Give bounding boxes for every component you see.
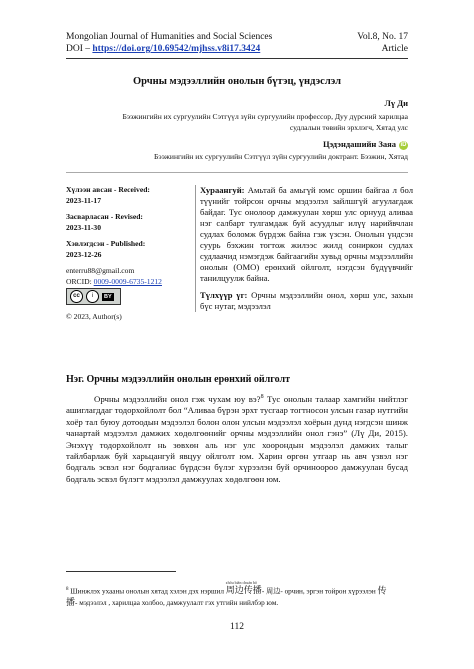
received-date: 2023-11-17 (66, 195, 102, 205)
doi-label: DOI – (66, 44, 93, 54)
abstract-label: Хураангуй: (200, 185, 245, 195)
page-number: 112 (230, 622, 244, 632)
abstract (200, 185, 413, 284)
author-email[interactable]: enterru88@gmail.com (66, 266, 135, 275)
orcid-label: ORCID: (66, 276, 94, 286)
body-text-rest: Тус онолын талаар хамгийн нийтлэг ашиглагддаг тодорхойлолт бол “Аливаа бүрэн эрхт тусгаар тогтносон улсын газар нутгийн хоёр тал буюу дотоодын мэдээлэл болон олон улсын мэдээлэл хоёрын дунд нэгдсэн шинж чанартай мэдээлэл дамжих хөдөлгөөнийг орчны мэдээллийн онол гэнэ” (Лү Ди, 2015). Энэхүү тодорхойлолт нь зөвхөн аль нэг улс хоорондын мэдээлэл дамжих талыг тайлбарлаж буй харьцангуй явцуу ойлголт юм. Харин өргөн утгаар нь авч үзвэл нэг бодгаль эсвэл нэг бодгалиас бүрдсэн бүлэг хүрээлэн буй орчиноороо дамжуулан бусад бодгаль эсвэл бүлэгт мэдээлэл дамжуулах хөдөлгөөн юм. (66, 393, 408, 484)
author-1-affiliation (108, 111, 408, 133)
paper-title: Орчны мэдээллийн онолын бүтэц, үндэслэл (133, 76, 341, 87)
orcid-link[interactable]: 0009-0009-6735-1212 (93, 276, 162, 286)
running-header-left (66, 31, 272, 55)
footnote-pinyin: zhōu biān chuán bō (225, 580, 258, 586)
body-text-start: Орчны мэдээллийн онол гэж чухам юу вэ? (94, 393, 261, 404)
body-paragraph (66, 392, 408, 485)
abstract-text: Амьтай ба амьгүй юмс оршин байгаа л бол түүнийг тойрсон орчны мэдээлэл зайлшгүй агуулагдаж байдаг. Тус онолоор дамжуулан хөрш улс орнууд аливаа нэг салбарт тулгамдаж буй асуудлыг илүү нарийвчлан судлах боломж бүрдэж байна гэж үзсэн. Онолын үндсэн суурь бэхжин тогтож жилээс жилд сониркон судлах судлаачид нэмэгдэж байгаагийн хувьд орчны мэдээллийн онолын (ОМО) ерөнхий ойлголт, нэгдсэн бүдүүвчийг танилцуулж байна. (200, 185, 413, 283)
cc-icon: cc (70, 290, 83, 303)
footnote-text-end: - мэдээлэл , харилцаа холбоо, дамжуулалт гэх утгийн нийлбэр юм. (75, 599, 279, 608)
copyright-notice: © 2023, Author(s) (66, 312, 122, 321)
header-rule (66, 58, 408, 59)
section-heading: Нэг. Орчны мэдээллийн онолын ерөнхий ойлголт (66, 374, 290, 385)
article-type: Article (381, 44, 408, 54)
footnote-chinese-term (225, 580, 262, 597)
footnote-line2 (66, 597, 408, 609)
footnote-text-start: Шинжлэх ухааны онолын хятад хэлэн дэх нэршил (68, 587, 226, 596)
attribution-icon: i (86, 290, 99, 303)
published-label: Хэвлэгдсэн - Published: (66, 239, 146, 248)
revised-date: 2023-11-30 (66, 222, 102, 232)
abstract-block (195, 185, 413, 312)
footnote (66, 580, 408, 609)
footnote-line1 (66, 580, 408, 597)
orcid-icon[interactable]: iD (400, 142, 407, 148)
doi-line (66, 43, 272, 55)
orcid-line (66, 277, 186, 288)
doi-link[interactable]: https://doi.org/10.69542/mjhss.v8i17.3424 (92, 44, 261, 54)
author-2-name-text: Цэдэндашийн Заяа (322, 139, 396, 149)
footnote-chinese-char-2: 播 (66, 597, 76, 608)
footnote-chinese-char: 传 (377, 585, 387, 596)
footnote-rule (66, 571, 176, 572)
journal-name: Mongolian Journal of Humanities and Social Sciences (66, 32, 273, 42)
running-header-right (357, 31, 408, 55)
section-divider (66, 172, 408, 173)
cc-license-badge[interactable] (66, 288, 121, 305)
author-1-affiliation-line1: Бээжингийн их сургуулийн Сэтгүүл зүйн сургуулийн профессор, Дуу дүрсний харилцаа (122, 112, 408, 121)
keywords (200, 290, 413, 312)
footnote-ref[interactable]: 8 (260, 394, 264, 400)
received-label: Хүлээн авсан - Received: (66, 185, 150, 194)
article-info-sidebar (66, 185, 186, 287)
author-1-name: Лү Ди (384, 98, 408, 108)
footnote-text-middle: - 周边- орчин, эргэн тойрон хүрээлэн (261, 587, 378, 596)
revised-label: Засварласан - Revised: (66, 212, 143, 221)
footnote-number: 8 (66, 587, 69, 592)
published-date: 2023-12-26 (66, 249, 102, 259)
author-2-name (323, 139, 408, 150)
cc-by-label: BY (104, 293, 112, 300)
footnote-chinese-chars: 周边传播 (225, 585, 262, 596)
keywords-label: Түлхүүр үг: (200, 290, 248, 300)
volume-info: Vol.8, No. 17 (357, 32, 408, 42)
keywords-text: Орчны мэдээллийн онол, хөрш улс, захын бүс нутаг, мэдээлэл (200, 290, 413, 311)
author-2-affiliation: Бээжингийн их сургуулийн Сэтгүүл зүйн сургуулийн доктрант. Бээжин, Хятад (154, 152, 408, 161)
author-1-affiliation-line2: судлалын төвийн эрхлэгч, Хятад улс (289, 123, 408, 132)
